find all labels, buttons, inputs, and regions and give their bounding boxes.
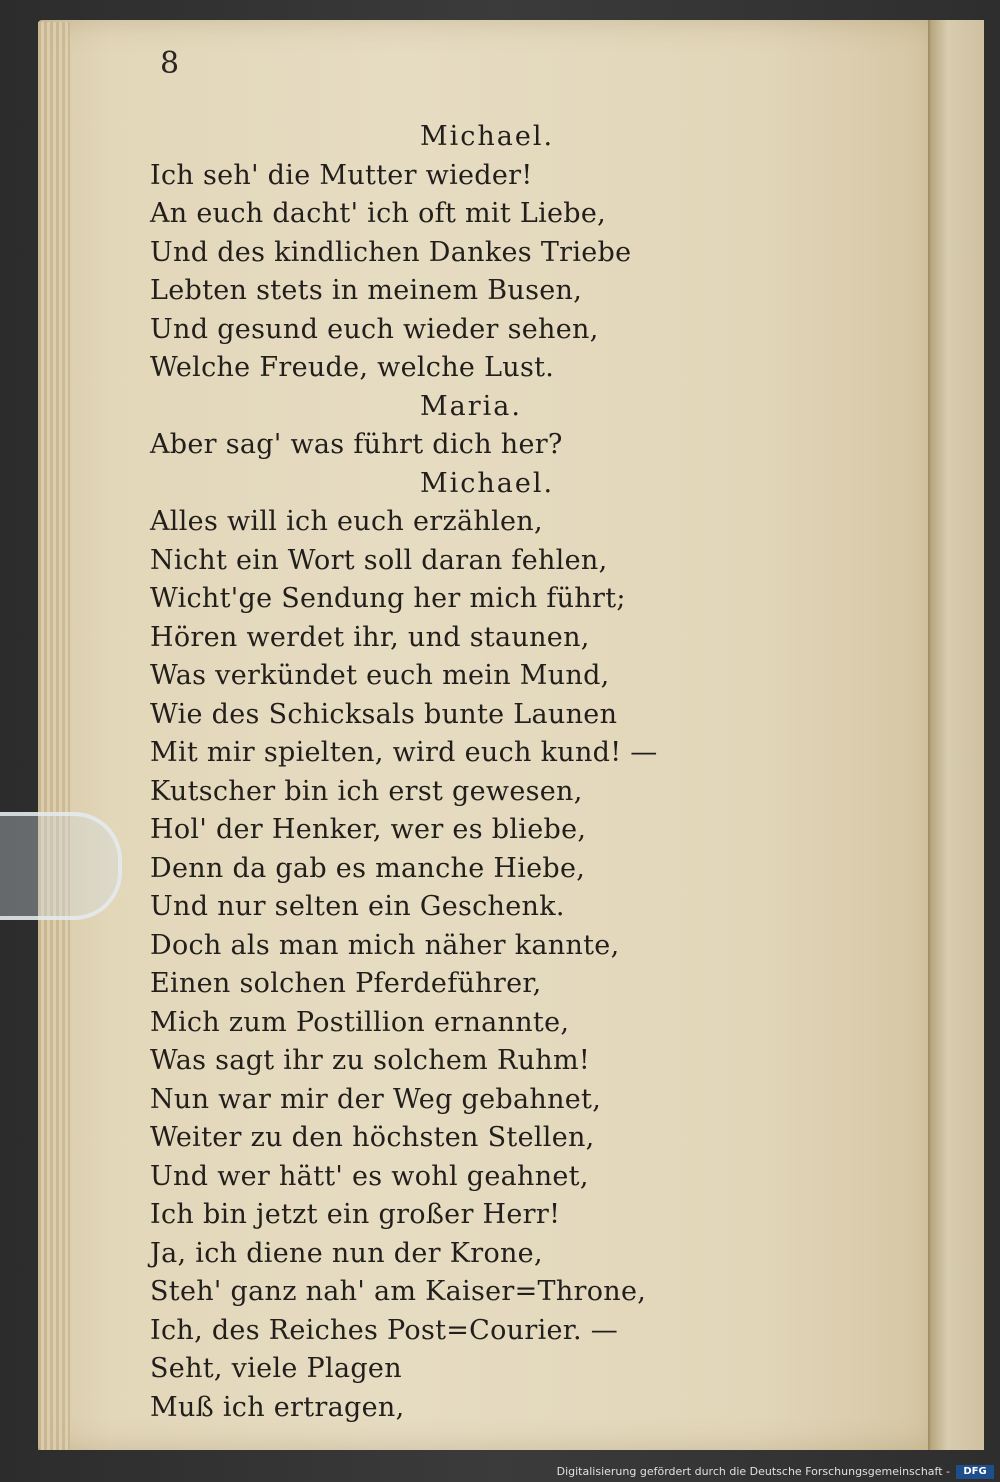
verse-line: Wie des Schicksals bunte Launen xyxy=(150,698,618,730)
verse-line: Muß ich ertragen, xyxy=(150,1391,405,1423)
digitization-credit: Digitalisierung gefördert durch die Deutsche Forschungsgemeinschaft - xyxy=(556,1465,950,1478)
verse-line: Weiter zu den höchsten Stellen, xyxy=(150,1122,595,1153)
speaker-name: Maria. xyxy=(420,390,522,422)
verse-line: Steh' ganz nah' am Kaiser=Throne, xyxy=(150,1276,647,1307)
verse-line: Seht, viele Plagen xyxy=(150,1353,402,1384)
verse-line: Aber sag' was führt dich her? xyxy=(150,429,563,460)
verse-line: Kutscher bin ich erst gewesen, xyxy=(150,775,583,807)
verse-line: Ich bin jetzt ein großer Herr! xyxy=(150,1199,561,1230)
verse-line: Mit mir spielten, wird euch kund! — xyxy=(150,737,658,768)
verse-line: Nicht ein Wort soll daran fehlen, xyxy=(150,544,608,576)
page-edges xyxy=(38,22,70,1450)
verse-line: Und wer hätt' es wohl geahnet, xyxy=(150,1160,589,1192)
verse-line: Denn da gab es manche Hiebe, xyxy=(150,852,586,884)
verse-line: Und gesund euch wieder sehen, xyxy=(150,313,599,345)
verse-line: Was verkündet euch mein Mund, xyxy=(150,660,610,691)
verse-line: Hören werdet ihr, und staunen, xyxy=(150,621,590,653)
verse-line: Ich, des Reiches Post=Courier. — xyxy=(150,1314,619,1346)
verse-line: Wicht'ge Sendung her mich führt; xyxy=(150,583,626,614)
verse-line: Alles will ich euch erzählen, xyxy=(150,506,543,537)
dfg-logo: DFG xyxy=(956,1465,994,1479)
verse-line: Ja, ich diene nun der Krone, xyxy=(150,1237,543,1269)
verse-line: Nun war mir der Weg gebahnet, xyxy=(150,1083,602,1115)
verse-line: Und nur selten ein Geschenk. xyxy=(150,891,565,922)
verse-line: Welche Freude, welche Lust. xyxy=(150,352,555,383)
verse-line: Hol' der Henker, wer es bliebe, xyxy=(150,814,587,845)
verse-text xyxy=(150,118,770,1427)
verse-line: Was sagt ihr zu solchem Ruhm! xyxy=(150,1045,591,1076)
verse-line: Lebten stets in meinem Busen, xyxy=(150,275,583,306)
verse-line: Einen solchen Pferdeführer, xyxy=(150,968,542,999)
speaker-name: Michael. xyxy=(420,121,555,152)
verse-line: Mich zum Postillion ernannte, xyxy=(150,1006,570,1038)
verse-line: An euch dacht' ich oft mit Liebe, xyxy=(150,198,607,229)
verse-line: Und des kindlichen Dankes Triebe xyxy=(150,236,632,268)
verse-line: Doch als man mich näher kannte, xyxy=(150,929,620,961)
facing-page-edge xyxy=(932,20,984,1450)
speaker-name: Michael. xyxy=(420,467,555,499)
page-clip xyxy=(0,812,122,920)
page-number: 8 xyxy=(160,46,180,81)
verse-line: Ich seh' die Mutter wieder! xyxy=(150,159,533,191)
